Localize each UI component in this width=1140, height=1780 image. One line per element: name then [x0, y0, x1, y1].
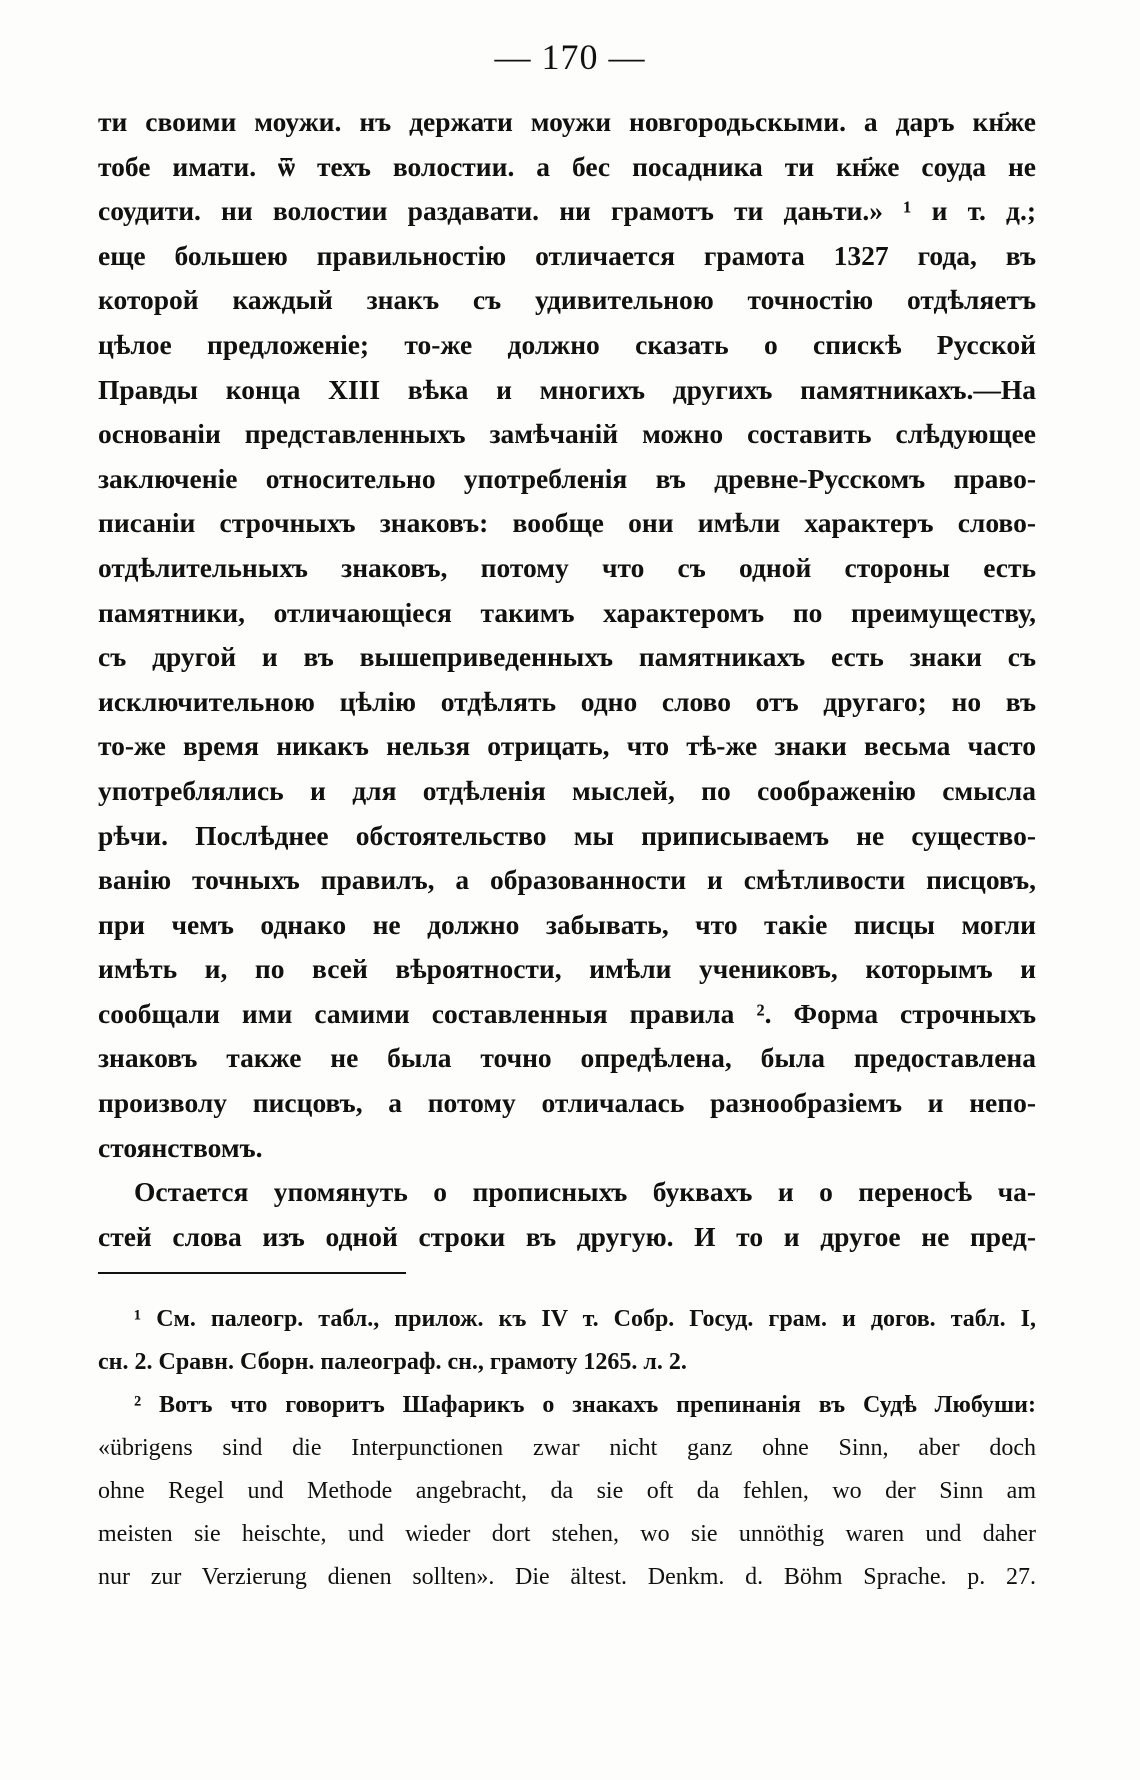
text-line: памятники, отличающіеся такимъ характеромъ по преимуществу,	[98, 596, 1036, 628]
text-line: заключеніе относительно употребленія въ древне-Русскомъ право-	[98, 462, 1036, 494]
text-line: отдѣлительныхъ знаковъ, потому что съ одной стороны есть	[98, 551, 1036, 583]
text-line: сообщали ими самими составленныя правила ². Форма строчныхъ	[98, 997, 1036, 1029]
text-line: имѣть и, по всей вѣроятности, имѣли учениковъ, которымъ и	[98, 953, 1036, 985]
text-line: то-же время никакъ нельзя отрицать, что тѣ-же знаки весьма часто	[98, 730, 1036, 762]
footnote-1-line: ¹ См. палеогр. табл., прилож. къ IV т. Собр. Госуд. грам. и догов. табл. I,	[134, 1306, 1036, 1332]
text-line: произволу писцовъ, а потому отличалась разнообразіемъ и непо-	[98, 1087, 1036, 1119]
footnote-2-line: ohne Regel und Methode angebracht, da sie oft da fehlen, wo der Sinn am	[98, 1478, 1036, 1504]
text-line: Правды конца XIII вѣка и многихъ другихъ памятникахъ.—На	[98, 373, 1036, 405]
text-line: цѣлое предложеніе; то-же должно сказать о спискѣ Русской	[98, 328, 1036, 360]
paragraph-2-line: стей слова изъ одной строки въ другую. И то и другое не пред-	[98, 1220, 1036, 1252]
footnote-2-line: nur zur Verzierung dienen sollten». Die ältest. Denkm. d. Böhm Sprache. p. 27.	[98, 1564, 1036, 1590]
paragraph-2-line: Остается упомянуть о прописныхъ буквахъ и о переносѣ ча-	[134, 1176, 1036, 1208]
text-line: ванію точныхъ правилъ, а образованности и смѣтливости писцовъ,	[98, 864, 1036, 896]
page-number: — 170 —	[494, 37, 646, 77]
text-line: основаніи представленныхъ замѣчаній можно составить слѣдующее	[98, 418, 1036, 450]
main-text	[98, 100, 1036, 1259]
text-line: съ другой и въ вышеприведенныхъ памятникахъ есть знаки съ	[98, 641, 1036, 673]
text-line: знаковъ также не была точно опредѣлена, была предоставлена	[98, 1042, 1036, 1074]
text-line: рѣчи. Послѣднее обстоятельство мы приписываемъ не существо-	[98, 819, 1036, 851]
text-line: ти своими моужи. нъ держати моужи новгородьскыми. а даръ кн҃же	[98, 106, 1036, 137]
footnote-separator	[98, 1272, 406, 1274]
text-line: стоянствомъ.	[98, 1131, 263, 1163]
footnote-2-line: meisten sie heischte, und wieder dort stehen, wo sie unnöthig waren und daher	[98, 1521, 1036, 1547]
text-line: тобе имати. ѿ техъ волостии. а бес посадника ти кн҃же соуда не	[98, 150, 1036, 182]
footnote-1-line: сн. 2. Сравн. Сборн. палеограф. сн., грамоту 1265. л. 2.	[98, 1349, 687, 1375]
text-line: при чемъ однако не должно забывать, что такіе писцы могли	[98, 908, 1036, 940]
footnotes	[98, 1298, 1036, 1599]
text-line: исключительною цѣлію отдѣлять одно слово отъ другаго; но въ	[98, 685, 1036, 717]
text-line: писаніи строчныхъ знаковъ: вообще они имѣли характеръ слово-	[98, 507, 1036, 539]
footnote-2-line: ² Вотъ что говоритъ Шафарикъ о знакахъ препинанія въ Судѣ Любуши:	[134, 1392, 1036, 1418]
text-line: употреблялись и для отдѣленія мыслей, по соображенію смысла	[98, 774, 1036, 806]
text-line: еще большею правильностію отличается грамота 1327 года, въ	[98, 239, 1036, 271]
footnote-2-line: «übrigens sind die Interpunctionen zwar nicht ganz ohne Sinn, aber doch	[98, 1435, 1036, 1461]
text-line: которой каждый знакъ съ удивительною точностію отдѣляетъ	[98, 284, 1036, 316]
text-line: соудити. ни волостии раздавати. ни грамотъ ти дањти.» ¹ и т. д.;	[98, 195, 1036, 227]
